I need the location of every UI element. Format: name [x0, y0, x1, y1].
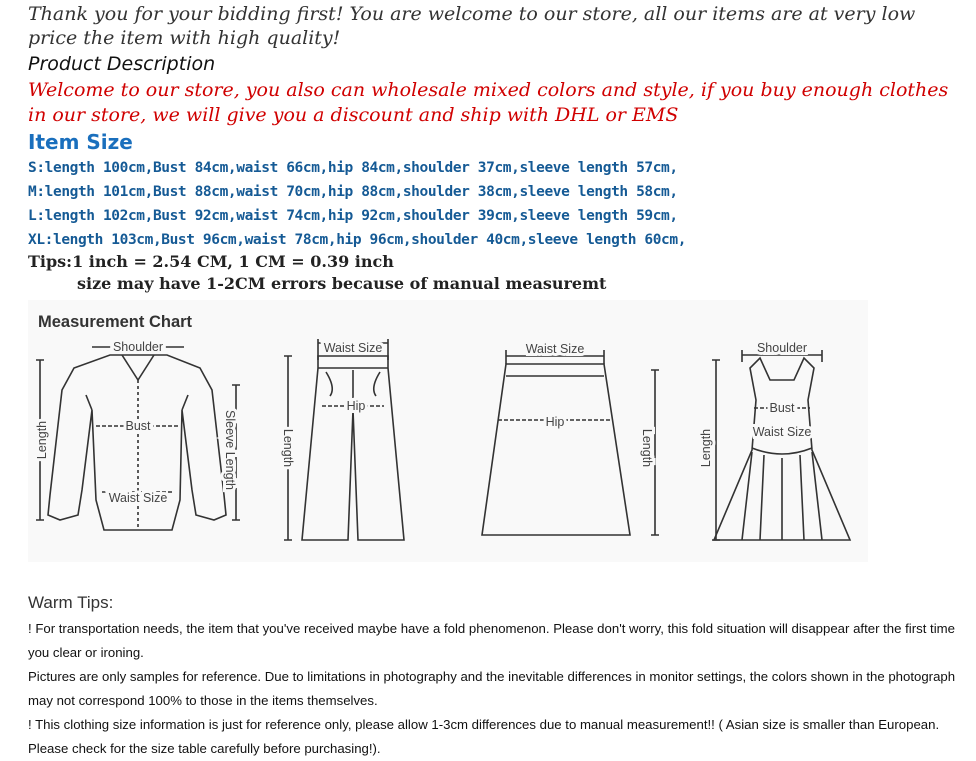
dress-length-label: Length — [699, 428, 713, 468]
dress-waist-label: Waist Size — [752, 425, 812, 439]
shirt-length-label: Length — [35, 420, 49, 460]
dress-shoulder-label: Shoulder — [756, 341, 808, 355]
intro-text: Thank you for your bidding first! You are welcome to our store, all our items are at very low price the item with high quality! — [28, 3, 916, 49]
skirt-waist-label: Waist Size — [525, 342, 585, 356]
dress-bust-label: Bust — [769, 401, 795, 415]
pants-length-label: Length — [281, 428, 295, 468]
tips-error-note: size may have 1-2CM errors because of manual measuremt — [77, 274, 607, 293]
warm-tip-colors: Pictures are only samples for reference. Due to limitations in photography and the inevitable differences in monitor settings, the colors shown in the photograph may not correspond 100% to those in the items themselves. — [28, 669, 956, 708]
shirt-waist-label: Waist Size — [108, 491, 168, 505]
pants-hip-label: Hip — [346, 399, 366, 413]
shirt-shoulder-label: Shoulder — [112, 340, 164, 354]
shirt-bust-label: Bust — [125, 419, 151, 433]
shirt-sleeve-label: Sleeve Length — [223, 410, 237, 490]
warm-tip-fold: ! For transportation needs, the item that you've received maybe have a fold phenomenon. Please don't worry, this fold situation will disappear after the first time you clear or ironing. — [28, 621, 955, 660]
skirt-illustration — [482, 364, 630, 535]
dress-measure-lines — [712, 350, 822, 540]
welcome-text: Welcome to our store, you also can wholesale mixed colors and style, if you buy enough clothes in our store, we will give you a discount and ship with DHL or EMS — [28, 79, 949, 126]
pants-illustration — [302, 356, 404, 540]
chart-labels — [35, 340, 811, 505]
pants-waist-label: Waist Size — [323, 341, 383, 355]
warm-tips-title: Warm Tips: — [28, 593, 114, 612]
skirt-length-label: Length — [640, 428, 654, 468]
dress-illustration — [714, 358, 850, 540]
warm-tip-size: ! This clothing size information is just for reference only, please allow 1-3cm differences due to manual measurement!! ( Asian size is smaller than European. Please check for the size table carefully before purchasing!). — [28, 717, 940, 756]
warm-tips-body — [28, 617, 958, 761]
measurement-chart-title: Measurement Chart — [38, 313, 193, 331]
product-description-title: Product Description — [28, 53, 216, 75]
size-line-m: M:length 101cm,Bust 88cm,waist 70cm,hip 88cm,shoulder 38cm,sleeve length 58cm, — [28, 184, 678, 200]
tips-conversion: Tips:1 inch = 2.54 CM, 1 CM = 0.39 inch — [28, 252, 394, 271]
pants-measure-lines — [284, 339, 388, 540]
item-size-title: Item Size — [28, 130, 133, 154]
skirt-hip-label: Hip — [545, 415, 565, 429]
skirt-measure-lines — [498, 350, 659, 535]
size-line-s: S:length 100cm,Bust 84cm,waist 66cm,hip 84cm,shoulder 37cm,sleeve length 57cm, — [28, 160, 678, 176]
size-line-xl: XL:length 103cm,Bust 96cm,waist 78cm,hip 96cm,shoulder 40cm,sleeve length 60cm, — [28, 232, 687, 248]
size-line-l: L:length 102cm,Bust 92cm,waist 74cm,hip 92cm,shoulder 39cm,sleeve length 59cm, — [28, 208, 678, 224]
